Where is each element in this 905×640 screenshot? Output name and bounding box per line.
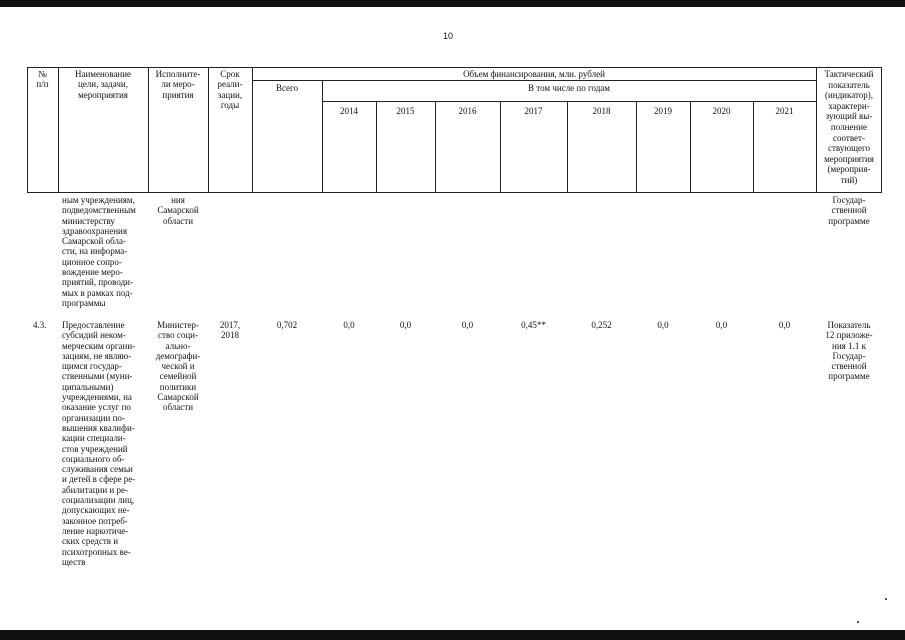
- row-value-2019: 0,0: [657, 320, 669, 330]
- header-funding: Объем финансирования, млн. рублей: [463, 69, 605, 79]
- header-year: 2018: [592, 106, 611, 116]
- header-num: № п/п: [36, 69, 49, 90]
- row-total: 0,702: [276, 320, 298, 330]
- row-value-2016: 0,0: [461, 320, 474, 330]
- continuation-name: ным учреждениям, подведомственным министерству здравоохранения Самарской обла- сти, на информа- ционное сопро- вождение меро- приятий, проводи- мых в рамках под- программы: [62, 195, 136, 308]
- header-term: Срок реали- зации, годы: [217, 69, 243, 110]
- header-year: 2021: [775, 106, 794, 116]
- col-divider: [322, 80, 323, 193]
- continuation-executor: ния Самарской области: [157, 195, 199, 226]
- row-divider: [322, 101, 816, 102]
- row-value-2018: 0,252: [591, 320, 612, 330]
- scan-speck: [885, 598, 887, 600]
- row-term: 2017, 2018: [219, 320, 241, 341]
- page-number: 10: [443, 31, 454, 41]
- header-name: Наименование цели, задачи, мероприятия: [74, 69, 132, 100]
- row-name: Предоставление субсидий неком- мерческим органи- зациям, не являю- щимся государ- ственными (муни- ципальными) учреждениями, на оказание услуг по организации по- вышения квалифи- кации специали- стов учреждений социального об- служивания семьи и детей в сфере ре- абилитации и ре- социализации лиц, допускающих не- законное потреб- ление наркотиче- ских средств и психотропных ве- ществ: [62, 320, 136, 567]
- header-year: 2020: [712, 106, 731, 116]
- header-executor: Исполните- ли меро- приятия: [155, 69, 201, 100]
- row-executor: Министер- ство соци- ально- демографи- ческой и семейной политики Самарской области: [155, 320, 201, 413]
- continuation-indicator: Государ- ственной программе: [828, 195, 870, 226]
- header-year: 2014: [340, 106, 358, 116]
- row-value-2014: 0,0: [343, 320, 355, 330]
- header-year: 2016: [458, 106, 477, 116]
- row-divider: [252, 80, 816, 81]
- scan-top-edge: [0, 0, 905, 7]
- row-value-2021: 0,0: [778, 320, 791, 330]
- row-indicator: Показатель 12 приложе- ния 1.1 к Государ- ственной программе: [825, 320, 873, 382]
- row-value-2015: 0,0: [399, 320, 412, 330]
- header-total: Всего: [275, 83, 299, 93]
- header-indicator: Тактический показатель (индикатор), характери- зующий вы- полнение соответ- ствующего мероприятия (мероприя- тий): [824, 69, 874, 185]
- header-year: 2015: [396, 106, 415, 116]
- scan-speck: [857, 621, 859, 623]
- row-value-2017: 0,45**: [521, 320, 546, 330]
- header-year: 2019: [654, 106, 672, 116]
- row-value-2020: 0,0: [715, 320, 728, 330]
- header-year: 2017: [524, 106, 543, 116]
- scan-bottom-edge: [0, 630, 905, 640]
- header-by-years: В том числе по годам: [528, 83, 610, 93]
- row-number: 4.3.: [33, 320, 47, 330]
